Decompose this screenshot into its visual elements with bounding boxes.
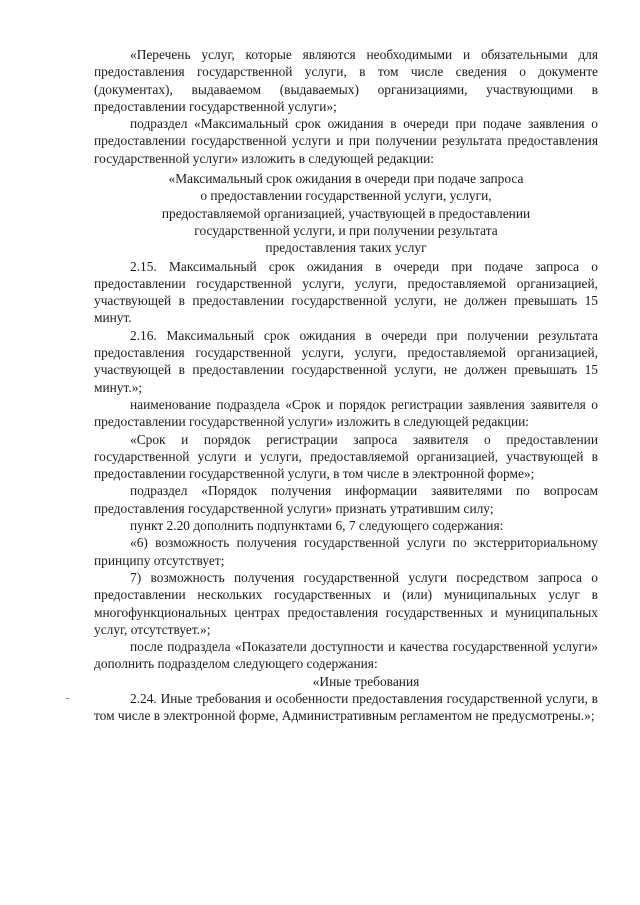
paragraph: после подраздела «Показатели доступности и качества государственной услуги» дополнить подразделом следующего содержания: bbox=[94, 639, 598, 672]
paragraph: подраздел «Порядок получения информации заявителями по вопросам предоставления государственной услуги» признать утратившим силу; bbox=[94, 483, 598, 516]
subheading: «Иные требования bbox=[312, 673, 420, 689]
heading-line: государственной услуги, и при получении результата bbox=[194, 222, 498, 238]
heading-line: предоставления таких услуг bbox=[265, 240, 427, 256]
paragraph: наименование подраздела «Срок и порядок регистрации заявления заявителя о предоставлении государственной услуги» изложить в следующей редакции: bbox=[94, 396, 598, 430]
heading-line: о предоставлении государственной услуги, услуги, bbox=[200, 188, 492, 204]
paragraph: «Срок и порядок регистрации запроса заявителя о предоставлении государственной услуги и услуги, предоставляемой организацией, участвующей в предоставлении государственной услуги, в том числе в электронной форме»; bbox=[94, 431, 598, 482]
heading-line: предоставляемой организацией, участвующей в предоставлении bbox=[161, 205, 531, 221]
paragraph: «Перечень услуг, которые являются необходимыми и обязательными для предоставления государственной услуги, в том числе сведения о документе (документах), выдаваемом (выдаваемых) организациями, участвующими в предоставлении государственной услуги»; bbox=[94, 47, 598, 114]
section-heading bbox=[94, 170, 598, 256]
paragraph: подраздел «Максимальный срок ожидания в очереди при подаче заявления о предоставлении государственной услуги и при получении результата предоставления государственной услуги» изложить в следующей редакции: bbox=[94, 116, 598, 166]
paragraph: 7) возможность получения государственной услуги посредством запроса о предоставлении нескольких государственных и (или) муниципальных услуг в многофункциональных центрах предоставления государственных и муниципальных услуг, отсутствует.»; bbox=[94, 569, 598, 637]
scan-mark bbox=[66, 698, 69, 699]
paragraph: «6) возможность получения государственной услуги по экстерриториальному принципу отсутствует; bbox=[94, 535, 598, 568]
paragraph: 2.24. Иные требования и особенности предоставления государственной услуги, в том числе в электронной форме, Административным регламентом не предусмотрены.»; bbox=[94, 690, 598, 724]
document-body bbox=[94, 46, 598, 725]
heading-line: «Максимальный срок ожидания в очереди при подаче запроса bbox=[168, 171, 524, 187]
paragraph: 2.16. Максимальный срок ожидания в очереди при получении результата предоставления государственной услуги, услуги, предоставляемой организацией, участвующей в предоставлении государственной услуги, не должен превышать 15 минут.»; bbox=[94, 327, 598, 395]
paragraph: 2.15. Максимальный срок ожидания в очереди при подаче запроса о предоставлении государственной услуги, услуги, предоставляемой организацией, участвующей в предоставлении государственной услуги, не должен превышать 15 минут. bbox=[94, 258, 598, 326]
paragraph: пункт 2.20 дополнить подпунктами 6, 7 следующего содержания: bbox=[130, 518, 504, 534]
